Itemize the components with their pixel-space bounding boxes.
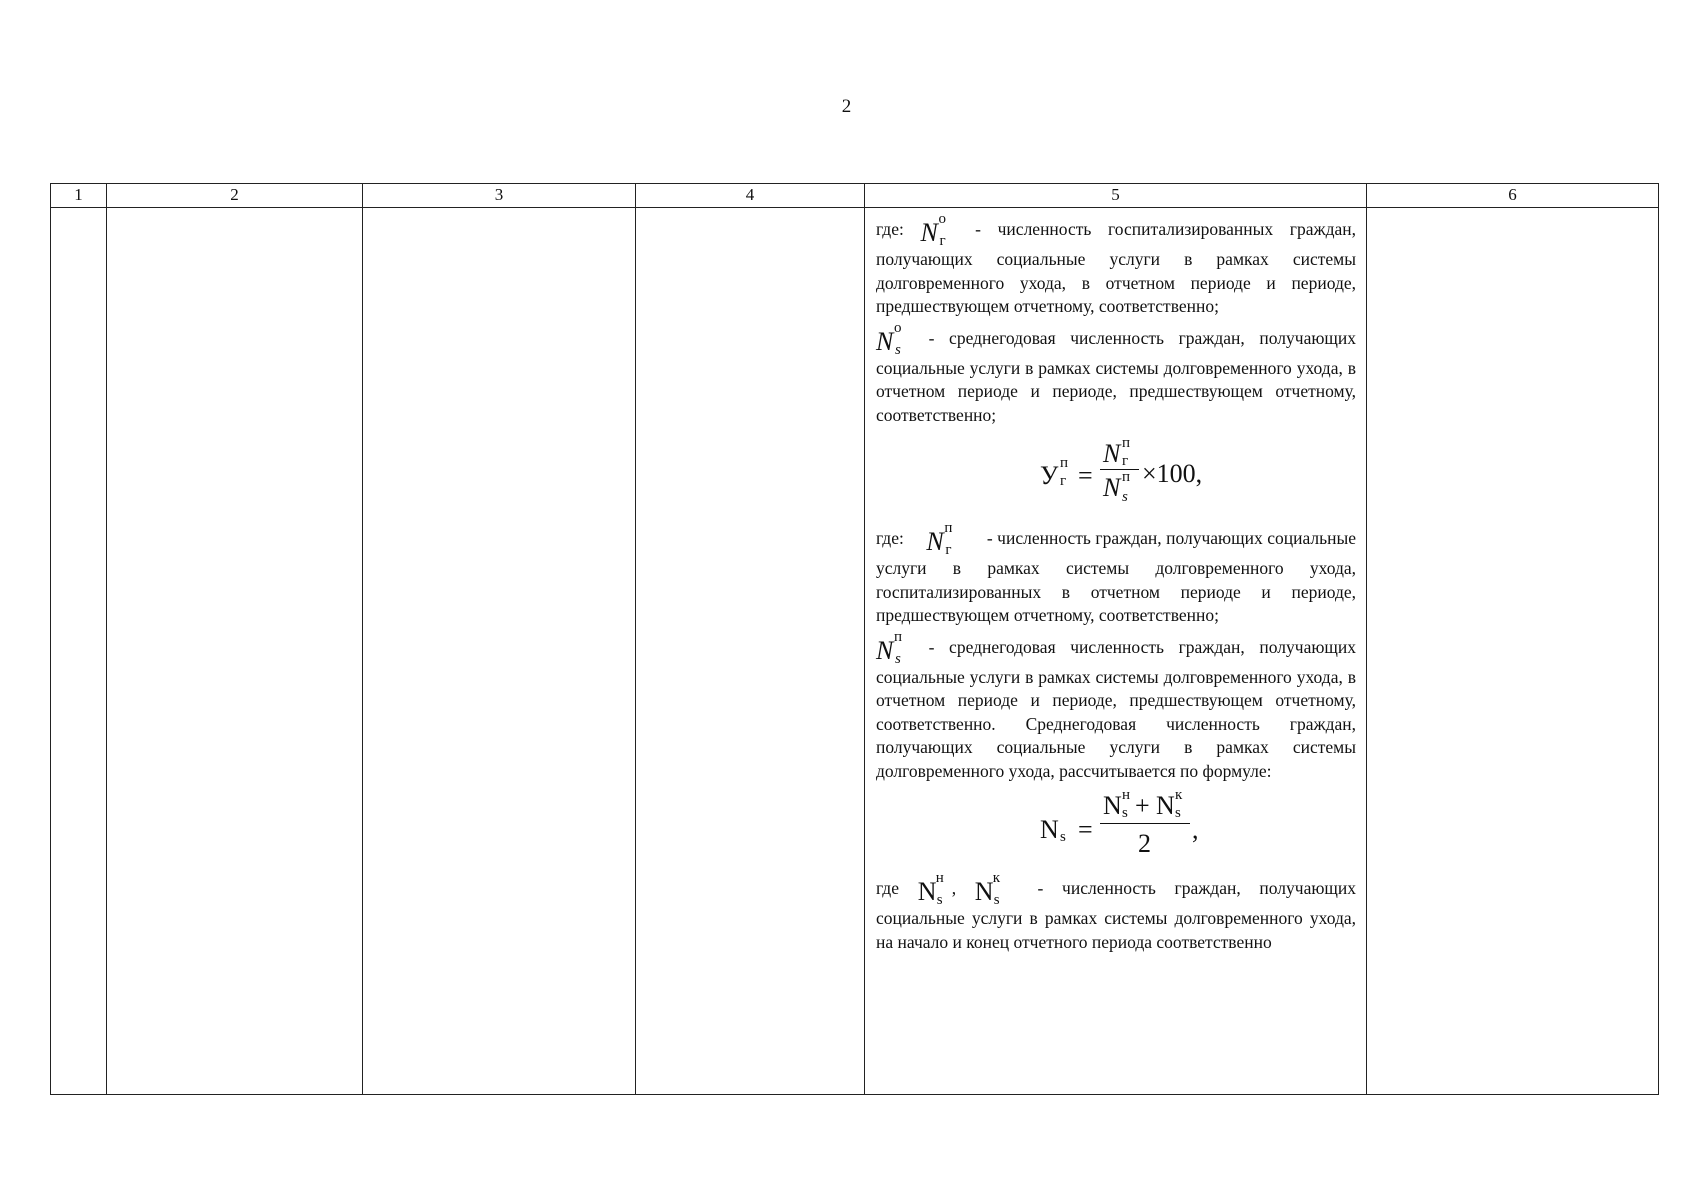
variable-N-s-k: N к s	[974, 870, 1001, 908]
variable-N-s-o: N о s	[876, 319, 902, 358]
cell-col-3	[363, 208, 636, 1095]
table-header-row	[51, 184, 1659, 208]
column-header-3: 3	[363, 184, 636, 208]
cell-col-5-formulas	[865, 208, 1367, 1095]
cell-col-1	[51, 208, 107, 1095]
page-number: 2	[841, 96, 852, 117]
paragraph-avg-annual-definition-1: N о s - среднегодовая численность граждан, получающих социальные услуги в рамках системы долговременного ухода, в отчетном периоде и периоде, предшествующем отчетному, соответственно;	[876, 319, 1356, 425]
paragraph-start-end-count: где N н s , N к s - численность граждан, получающих социальные услуги в рамках системы долговременного ухода, на начало и конец отчетного периода соответственно	[876, 870, 1357, 952]
column-header-5: 5	[865, 184, 1367, 208]
table-row	[51, 208, 1659, 1095]
cell-col-6	[1367, 208, 1659, 1095]
variable-N-g-p: N п г	[926, 520, 953, 558]
column-header-6: 6	[1367, 184, 1659, 208]
variable-N-g-o: N о г	[920, 211, 946, 249]
formula-hospitalization-rate: У п г = N п г N п s ×100,	[1040, 435, 1203, 505]
column-header-1: 1	[51, 184, 107, 208]
formula-average-annual: N s = N н s + N к s 2 ,	[1040, 787, 1199, 858]
variable-N-s-p: N п s	[876, 628, 903, 667]
variable-N-s-n: N н s	[917, 870, 944, 908]
cell-col-4	[636, 208, 865, 1095]
paragraph-avg-annual-definition-2: N п s - среднегодовая численность граждан, получающих социальные услуги в рамках системы долговременного ухода, в отчетном периоде и периоде, предшествующем отчетному, соответственно. Среднегодовая численность граждан, получающих социальные услуги в рамках системы долговременного ухода, рассчитывается по формуле:	[876, 628, 1356, 781]
document-table	[50, 183, 1659, 1095]
column-header-4: 4	[636, 184, 865, 208]
paragraph-hospitalized-in-period: где: N п г - численность граждан, получающих социальные услуги в рамках системы долговременного ухода, госпитализированных в отчетном периоде и периоде, предшествующем отчетному, соответственно;	[876, 520, 1356, 625]
column-header-2: 2	[107, 184, 363, 208]
paragraph-hospitalized-definition: где: N о г - численность госпитализированных граждан, получающих социальные услуги в рамках системы долговременного ухода, в отчетном периоде и периоде, предшествующем отчетному, соответственно;	[876, 211, 1356, 316]
cell-col-2	[107, 208, 363, 1095]
